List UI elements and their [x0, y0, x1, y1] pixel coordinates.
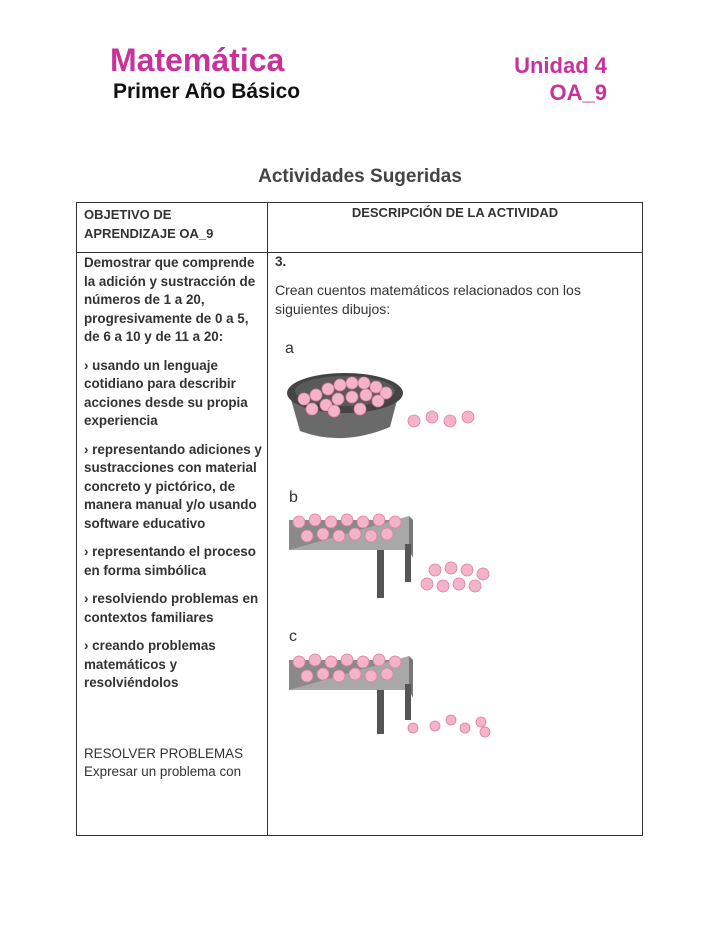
objective-item: › usando un lenguaje cotidiano para describir acciones desde su propia experiencia: [84, 357, 248, 428]
grade-title: Primer Año Básico: [113, 80, 301, 103]
activity-description: Crean cuentos matemáticos relacionados con los siguientes dibujos:: [275, 282, 581, 317]
description-column: [275, 254, 635, 319]
header-objective: OBJETIVO DE APRENDIZAJE OA_9: [84, 207, 214, 241]
unit-label: Unidad 4: [514, 53, 607, 78]
figure-label-c: c: [289, 628, 297, 645]
skill-title: RESOLVER PROBLEMAS: [84, 745, 243, 761]
header-divider: [77, 252, 642, 253]
column-divider: [267, 203, 268, 835]
figure-label-b: b: [289, 489, 298, 506]
activity-number: 3.: [275, 254, 287, 269]
section-title: Actividades Sugeridas: [258, 166, 462, 187]
table-apples-image-c: [285, 648, 500, 743]
table-apples-image-b: [285, 508, 500, 603]
objective-intro: Demostrar que comprende la adición y sustracción de números de 1 a 20, progresivamente de 0 a 5, de 6 a 10 y de 11 a 20:: [84, 255, 256, 344]
objective-item: › creando problemas matemáticos y resolviéndolos: [84, 638, 216, 690]
skill-text: Expresar un problema con: [84, 764, 242, 779]
header-description: DESCRIPCIÓN DE LA ACTIVIDAD: [351, 205, 559, 220]
objective-column: [84, 254, 264, 782]
subject-title: Matemática: [110, 42, 285, 78]
basket-apples-image: [282, 361, 482, 451]
objective-item: › representando adiciones y sustracciones con material concreto y pictórico, de manera manual y/o usando software educativo: [84, 441, 262, 531]
activity-table: [76, 202, 643, 836]
objective-item: › representando el proceso en forma simbólica: [84, 544, 256, 578]
oa-label: OA_9: [549, 80, 607, 105]
figure-label-a: a: [285, 340, 294, 357]
objective-item: › resolviendo problemas en contextos familiares: [84, 591, 259, 625]
